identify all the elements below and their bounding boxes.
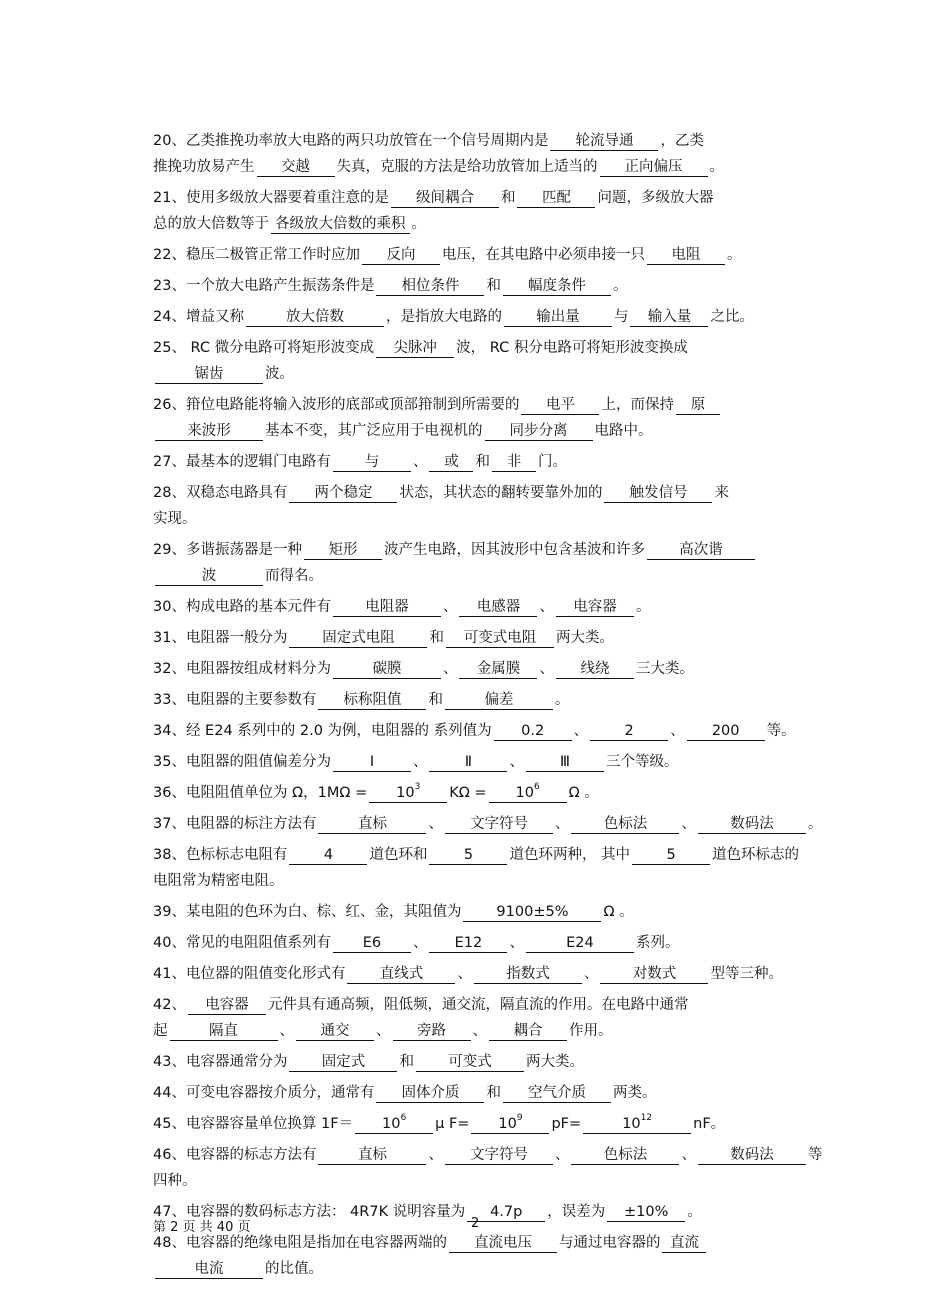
question-text: 来 [714,485,729,501]
question-line [153,1256,798,1282]
question-text: 45、电容器容量单位换算 1F＝ [153,1116,354,1132]
answer-blank: 文字符号 [445,816,553,834]
question-text: 。 [807,816,823,832]
answer-blank: Ⅲ [526,754,604,772]
question-text: 电阻常为精密电阻。 [153,873,284,889]
answer-blank: 数码法 [698,1147,806,1165]
answer-blank: 电容器 [556,599,634,617]
question-line [153,625,798,651]
answer-blank: 原 [676,397,720,415]
question-item [153,185,798,237]
question-text: 。 [554,692,570,708]
question-text: 与 [613,309,629,325]
question-text: μ F= [435,1116,470,1132]
answer-blank: 直标 [318,816,426,834]
page-count: 第 2 页 共 40 页 [153,1220,251,1235]
question-item [153,687,798,713]
answer-blank: $10^6$ [489,781,567,803]
question-text: 、 [442,599,458,615]
question-text: ，乙类 [660,133,704,149]
answer-blank: 旁路 [393,1023,471,1041]
question-line [153,687,798,713]
question-text: 三大类。 [635,661,694,677]
question-item [153,128,798,180]
question-text: 35、电阻器的阻值偏差分为 [153,754,331,770]
question-text: 32、电阻器按组成材料分为 [153,661,331,677]
question-text: 总的放大倍数等于 [153,216,269,232]
question-line [153,1049,798,1075]
question-text: 上，而保持 [601,397,674,413]
answer-blank: 电感器 [459,599,537,617]
question-text: 。 [726,247,742,263]
question-line [153,154,798,180]
answer-blank: E6 [333,935,411,953]
answer-blank: 隔直 [170,1023,278,1041]
question-text: 、 [573,723,589,739]
question-text: 、 [442,661,458,677]
question-text: 25、 RC 微分电路可将矩形波变成 [153,340,375,356]
answer-blank: 尖脉冲 [376,340,454,358]
question-line [153,563,798,589]
answer-blank: 直流 [662,1235,706,1253]
question-line [153,992,798,1018]
question-item [153,961,798,987]
question-line [153,449,798,475]
question-text: Ω 。 [568,785,599,801]
question-text: 基本不变，其广泛应用于电视机的 [265,423,483,439]
answer-blank: 耦合 [489,1023,567,1041]
question-text: 、 [539,661,554,677]
question-text: 。 [411,216,426,232]
answer-blank: 级间耦合 [391,190,499,208]
question-text: 、 [412,454,428,470]
answer-blank: 电平 [521,397,599,415]
question-text: 、 [554,816,570,832]
answer-blank: 空气介质 [503,1085,611,1103]
question-line [153,656,798,682]
question-text: 。 [635,599,651,615]
question-item [153,811,823,837]
answer-blank: 固定式 [289,1054,397,1072]
question-item [153,273,798,299]
answer-blank: 标称阻值 [318,692,426,710]
question-text: 24、增益又称 [153,309,244,325]
answer-blank: 高次谐 [647,542,755,560]
question-text: 。 [709,159,724,175]
question-text: 电压，在其电路中必须串接一只 [441,247,645,263]
question-text: 、 [412,935,428,951]
question-text: 27、最基本的逻辑门电路有 [153,454,331,470]
question-line [153,718,798,744]
question-text: nF。 [693,1116,726,1132]
question-line [153,1168,798,1194]
question-text: 道色环标志的 [712,847,800,863]
question-text: 问题，多级放大器 [597,190,714,206]
answer-blank: 两个稳定 [289,485,397,503]
question-line [153,480,798,506]
answer-blank: 电流 [155,1261,263,1279]
question-text: 、 [428,1147,443,1163]
question-text: 而得名。 [265,568,323,584]
page-footer [153,1216,798,1236]
question-item [153,594,798,620]
question-text: 与通过电容器的 [558,1235,661,1251]
question-line [153,811,823,837]
question-text: 40、常见的电阻阻值系列有 [153,935,331,951]
question-line [153,1142,823,1168]
question-line [153,537,798,563]
question-text: 实现。 [153,511,197,527]
answer-blank: 非 [492,454,536,472]
question-text: 和 [486,1085,501,1101]
answer-blank: Ⅱ [429,754,507,772]
answer-blank: E24 [526,935,634,953]
question-text: 和 [428,692,443,708]
question-text: 31、电阻器一般分为 [153,630,288,646]
question-line [153,842,798,868]
question-text: 两大类。 [525,1054,584,1070]
answer-blank: 可变式电阻 [446,630,554,648]
question-text: 20、乙类推挽功率放大电路的两只功放管在一个信号周期内是 [153,133,549,149]
question-item [153,780,798,806]
question-text: 、 [681,816,696,832]
question-text: Ω 。 [603,904,634,920]
question-text: 之比。 [710,309,754,325]
question-text: 型等三种。 [710,966,783,982]
question-text: 四种。 [153,1173,197,1189]
exponent: 9 [516,1113,523,1124]
answer-blank: 200 [687,723,765,741]
question-text: 推挽功放易产生 [153,159,255,175]
question-line [153,418,798,444]
question-line [153,749,798,775]
question-item [153,625,798,651]
page-number: 2 [471,1216,480,1231]
question-line [153,361,798,387]
question-text: 26、箝位电路能将输入波形的底部或顶部箝制到所需要的 [153,397,520,413]
question-text: 38、色标标志电阻有 [153,847,288,863]
answer-blank: 2 [590,723,668,741]
question-text: 道色环和 [369,847,428,863]
question-line [153,242,798,268]
answer-blank: 数码法 [698,816,806,834]
question-text: 39、某电阻的色环为白、棕、红、金，其阻值为 [153,904,462,920]
question-item [153,899,798,925]
question-text: 波产生电路，因其波形中包含基波和许多 [383,542,645,558]
answer-blank: 矩形 [304,542,382,560]
question-text: 46、电容器的标志方法有 [153,1147,317,1163]
answer-blank: E12 [429,935,507,953]
answer-blank: $10^3$ [369,781,447,803]
answer-blank: 或 [429,454,473,472]
question-item [153,304,798,330]
question-line [153,930,798,956]
question-text: 43、电容器通常分为 [153,1054,288,1070]
question-item [153,242,798,268]
answer-blank: 金属膜 [459,661,537,679]
question-text: 电路中。 [594,423,653,439]
answer-blank: 电阻器 [333,599,441,617]
question-item [153,718,798,744]
question-line [153,1018,798,1044]
question-text: 的比值。 [265,1261,323,1277]
question-text: 、 [412,754,428,770]
question-line [153,961,798,987]
question-text: 两类。 [612,1085,657,1101]
question-list [153,128,823,1287]
question-item [153,930,798,956]
question-item [153,842,798,894]
question-text: 42、 [153,997,186,1013]
question-text: 28、双稳态电路具有 [153,485,288,501]
answer-blank: 色标法 [571,816,679,834]
question-text: pF= [551,1116,582,1132]
answer-blank: 轮流导通 [550,133,658,151]
question-line [153,1111,798,1137]
question-text: 道色环两种， 其中 [509,847,631,863]
answer-blank: 直标 [318,1147,426,1165]
answer-blank: ±10% [607,1204,685,1222]
question-item [153,449,798,475]
question-item [153,749,798,775]
question-text: 44、可变电容器按介质分，通常有 [153,1085,375,1101]
answer-blank: 相位条件 [376,278,484,296]
question-text: ，是指放大电路的 [385,309,502,325]
answer-blank: $10^6$ [355,1112,433,1134]
answer-blank: 与 [333,454,411,472]
question-text: 21、使用多级放大器要着重注意的是 [153,190,389,206]
answer-blank: 9100±5% [463,904,601,922]
question-text: 和 [486,278,501,294]
question-line [153,899,798,925]
question-text: 波， RC 积分电路可将矩形波变换成 [456,340,688,356]
question-item [153,1111,798,1137]
question-text: 33、电阻器的主要参数有 [153,692,317,708]
answer-blank: 匹配 [517,190,595,208]
question-line [153,392,798,418]
question-text: 47、电容器的数码标志方法： 4R7K 说明容量为 [153,1204,466,1220]
question-item [153,992,798,1044]
question-text: 、 [428,816,443,832]
answer-blank: 输出量 [504,309,612,327]
answer-blank: 反向 [362,247,440,265]
answer-blank: 波 [155,568,263,586]
answer-blank: 电阻 [647,247,725,265]
answer-blank: 对数式 [600,966,708,984]
exponent: 3 [414,782,421,793]
answer-blank: 碳膜 [333,661,441,679]
answer-blank: 触发信号 [604,485,712,503]
answer-blank: 5 [429,847,507,865]
answer-blank: 4.7p [467,1204,545,1222]
answer-blank: 指数式 [474,966,582,984]
question-text: 门。 [537,454,567,470]
question-text: 和 [500,190,516,206]
question-text: 失真，克服的方法是给功放管加上适当的 [336,159,598,175]
question-line [153,506,798,532]
question-text: 、 [457,966,472,982]
exponent: 6 [400,1113,407,1124]
question-line [153,1080,798,1106]
answer-blank: 输入量 [630,309,708,327]
question-item [153,335,798,387]
question-line [153,868,798,894]
question-text: 41、电位器的阻值变化形式有 [153,966,346,982]
question-text: 、 [509,935,524,951]
question-line [153,594,798,620]
question-item [153,392,798,444]
question-text: 、 [539,599,554,615]
question-item [153,1230,798,1282]
question-text: 等。 [766,723,796,739]
question-text: 起 [153,1023,168,1039]
question-text: 、 [509,754,524,770]
question-text: 30、构成电路的基本元件有 [153,599,331,615]
question-text: 29、多谐振荡器是一种 [153,542,302,558]
question-text: 22、稳压二极管正常工作时应加 [153,247,360,263]
answer-blank: 同步分离 [485,423,593,441]
question-text: 、 [583,966,599,982]
question-text: 48、电容器的绝缘电阻是指加在电容器两端的 [153,1235,447,1251]
question-text: 23、一个放大电路产生振荡条件是 [153,278,375,294]
answer-blank: 正向偏压 [600,159,708,177]
question-item [153,537,798,589]
answer-blank: 可变式 [416,1054,524,1072]
question-item [153,1080,798,1106]
question-text: KΩ = [449,785,487,801]
question-text: 波。 [265,366,294,382]
question-text: 、 [376,1023,391,1039]
question-text: 等 [807,1147,823,1163]
question-item [153,1142,823,1194]
answer-blank: Ⅰ [333,754,411,772]
question-line [153,335,798,361]
answer-blank: 固体介质 [376,1085,484,1103]
question-text: 36、电阻阻值单位为 Ω，1MΩ = [153,785,368,801]
answer-blank: 来波形 [155,423,263,441]
question-text: 、 [472,1023,487,1039]
question-text: ，误差为 [547,1204,606,1220]
question-text: 状态，其状态的翻转要靠外加的 [399,485,603,501]
answer-blank: 线绕 [556,661,634,679]
question-item [153,480,798,532]
question-text: 。 [687,1204,702,1220]
exponent: 12 [640,1113,653,1124]
question-text: 和 [429,630,444,646]
question-item [153,656,798,682]
answer-blank: 固定式电阻 [289,630,427,648]
question-text: 37、电阻器的标注方法有 [153,816,317,832]
answer-blank: 5 [632,847,710,865]
exponent: 6 [533,782,540,793]
answer-blank: 各级放大倍数的乘积 [271,216,410,234]
answer-blank: 偏差 [445,692,553,710]
question-text: 、 [554,1147,570,1163]
answer-blank: 0.2 [494,723,572,741]
answer-blank: 通交 [296,1023,374,1041]
answer-blank: 交越 [257,159,335,177]
answer-blank: 放大倍数 [246,309,384,327]
question-line [153,780,798,806]
answer-blank: 直线式 [347,966,455,984]
answer-blank: 锯齿 [155,366,263,384]
question-text: 34、经 E24 系列中的 2.0 为例，电阻器的 系列值为 [153,723,492,739]
answer-blank: 直流电压 [449,1235,557,1253]
answer-blank: 4 [289,847,367,865]
question-text: 和 [475,454,490,470]
question-line [153,273,798,299]
answer-blank: 幅度条件 [503,278,611,296]
question-item [153,1049,798,1075]
question-text: 两大类。 [555,630,614,646]
question-line [153,304,798,330]
question-line [153,185,798,211]
answer-blank: 电容器 [188,997,266,1015]
answer-blank: $10^9$ [471,1112,549,1134]
question-text: 、 [681,1147,696,1163]
question-text: 和 [399,1054,414,1070]
question-text: 元件具有通高频，阻低频，通交流，隔直流的作用。在电路中通常 [267,997,689,1013]
question-text: 、 [279,1023,294,1039]
question-text: 。 [612,278,628,294]
question-text: 、 [670,723,685,739]
question-line [153,128,798,154]
question-text: 三个等级。 [605,754,679,770]
answer-blank: $10^{12}$ [583,1112,691,1134]
question-text: 作用。 [569,1023,613,1039]
question-text: 系列。 [635,935,680,951]
question-line [153,211,798,237]
answer-blank: 色标法 [571,1147,679,1165]
answer-blank: 文字符号 [445,1147,553,1165]
